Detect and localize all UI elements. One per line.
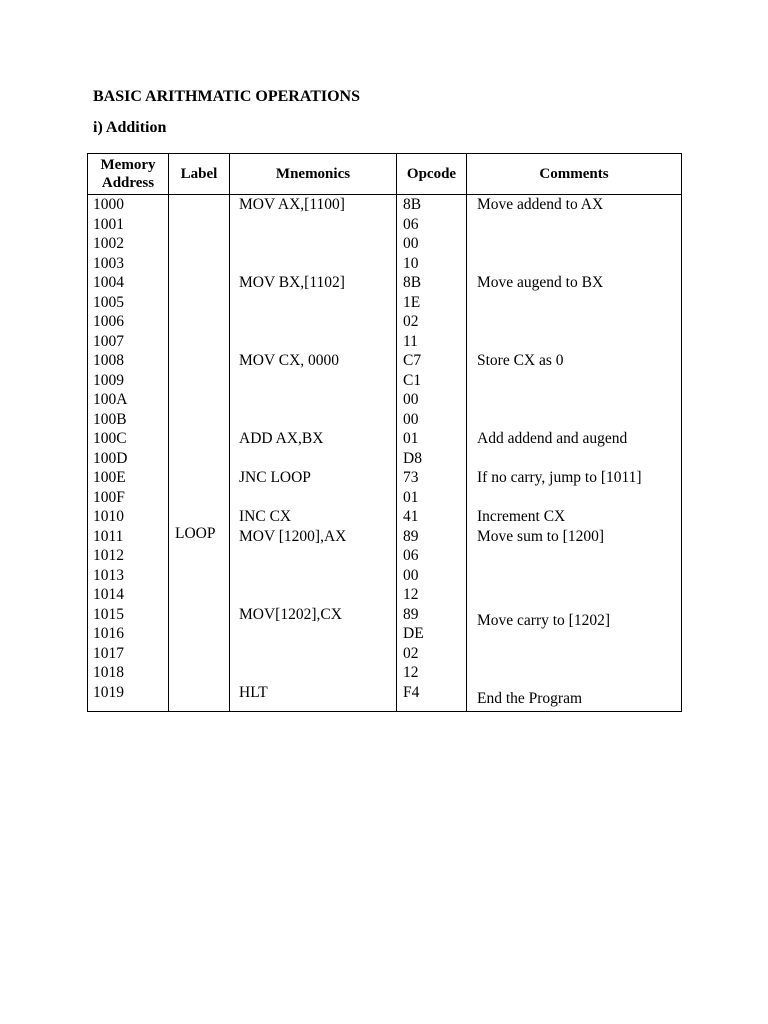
address-cell: 100F xyxy=(93,488,125,506)
address-cell: 1008 xyxy=(93,352,124,369)
header-comments: Comments xyxy=(539,166,609,182)
address-cell: 1017 xyxy=(93,644,124,662)
opcode-cell: 41 xyxy=(403,508,419,525)
address-cell: 1011 xyxy=(93,527,124,545)
opcode-cell: 00 xyxy=(403,235,419,252)
column-divider xyxy=(168,154,169,711)
opcode-cell: 12 xyxy=(403,664,419,681)
header-memory-address-line1: Memory xyxy=(100,157,156,173)
header-memory-address-line2: Address xyxy=(101,175,155,191)
address-cell: 1004 xyxy=(93,274,124,291)
address-column xyxy=(93,195,127,702)
address-cell: 1005 xyxy=(93,293,124,311)
opcode-cell: 89 xyxy=(403,605,419,623)
column-divider xyxy=(229,154,230,711)
opcode-cell: D8 xyxy=(403,449,422,467)
address-cell: 1007 xyxy=(93,332,124,350)
comment-cell: Move augend to BX xyxy=(477,274,604,291)
opcode-cell: 12 xyxy=(403,586,419,603)
opcode-cell: C7 xyxy=(403,352,422,369)
opcode-cell: 00 xyxy=(403,566,419,584)
opcode-cell: C1 xyxy=(403,371,422,389)
mnemonic-cell: MOV BX,[1102] xyxy=(239,274,345,291)
mnemonic-cell: ADD AX,BX xyxy=(239,430,324,447)
opcode-cell: 00 xyxy=(403,410,419,428)
opcode-cell: 11 xyxy=(403,332,418,350)
mnemonic-cell: HLT xyxy=(239,683,268,701)
opcode-cell: 10 xyxy=(403,254,419,272)
header-opcode: Opcode xyxy=(406,166,457,182)
address-cell: 100B xyxy=(93,410,127,428)
column-divider xyxy=(396,154,397,711)
opcode-cell: F4 xyxy=(403,683,420,701)
opcode-cell: 06 xyxy=(403,547,419,564)
opcode-cell: 01 xyxy=(403,488,419,506)
document-title: BASIC ARITHMATIC OPERATIONS xyxy=(93,88,361,105)
address-cell: 1003 xyxy=(93,254,124,272)
address-cell: 1014 xyxy=(93,586,124,603)
opcode-cell: 02 xyxy=(403,644,419,662)
address-cell: 1001 xyxy=(93,215,124,233)
opcode-cell: 00 xyxy=(403,391,419,408)
address-cell: 1002 xyxy=(93,235,124,252)
opcode-cell: 8B xyxy=(403,196,422,213)
opcode-cell: 01 xyxy=(403,430,419,447)
address-cell: 1012 xyxy=(93,547,124,564)
address-cell: 1000 xyxy=(93,196,124,213)
comment-cell: Move addend to AX xyxy=(477,196,604,213)
address-cell: 1010 xyxy=(93,508,124,525)
mnemonic-cell: JNC LOOP xyxy=(239,469,311,486)
address-cell: 100D xyxy=(93,449,128,467)
comment-cell: Increment CX xyxy=(477,508,566,525)
address-cell: 1019 xyxy=(93,683,124,701)
opcode-cell: 1E xyxy=(403,293,421,311)
address-cell: 100C xyxy=(93,430,127,447)
label-loop: LOOP xyxy=(175,525,216,542)
comment-cell: Add addend and augend xyxy=(477,430,628,447)
address-cell: 1009 xyxy=(93,371,124,389)
header-memory-address xyxy=(88,154,168,194)
address-cell: 100E xyxy=(93,469,126,486)
opcode-cell: 89 xyxy=(403,527,419,545)
mnemonic-cell: MOV AX,[1100] xyxy=(239,196,345,213)
mnemonic-cell: MOV [1200],AX xyxy=(239,527,347,545)
opcode-column xyxy=(403,195,424,702)
comment-cell: Move sum to [1200] xyxy=(477,527,605,545)
comment-cell: Store CX as 0 xyxy=(477,352,564,369)
opcode-cell: 8B xyxy=(403,274,422,291)
opcode-cell: 73 xyxy=(403,469,419,486)
mnemonic-cell: MOV[1202],CX xyxy=(239,605,342,623)
opcode-cell: 06 xyxy=(403,215,419,233)
comment-cell: If no carry, jump to [1011] xyxy=(477,469,642,486)
address-cell: 1013 xyxy=(93,566,124,584)
instruction-table xyxy=(87,153,682,712)
section-subtitle: i) Addition xyxy=(93,119,167,136)
header-label: Label xyxy=(180,166,218,182)
address-cell: 1018 xyxy=(93,664,124,681)
column-divider xyxy=(466,154,467,711)
comment-cell: End the Program xyxy=(477,689,583,707)
address-cell: 1006 xyxy=(93,313,124,330)
address-cell: 1015 xyxy=(93,605,124,623)
comment-cell: Move carry to [1202] xyxy=(477,611,610,629)
address-cell: 1016 xyxy=(93,625,124,642)
opcode-cell: DE xyxy=(403,625,424,642)
mnemonic-cell: MOV CX, 0000 xyxy=(239,352,340,369)
mnemonic-cell: INC CX xyxy=(239,508,292,525)
header-mnemonics: Mnemonics xyxy=(275,166,351,182)
address-cell: 100A xyxy=(93,391,128,408)
opcode-cell: 02 xyxy=(403,313,419,330)
